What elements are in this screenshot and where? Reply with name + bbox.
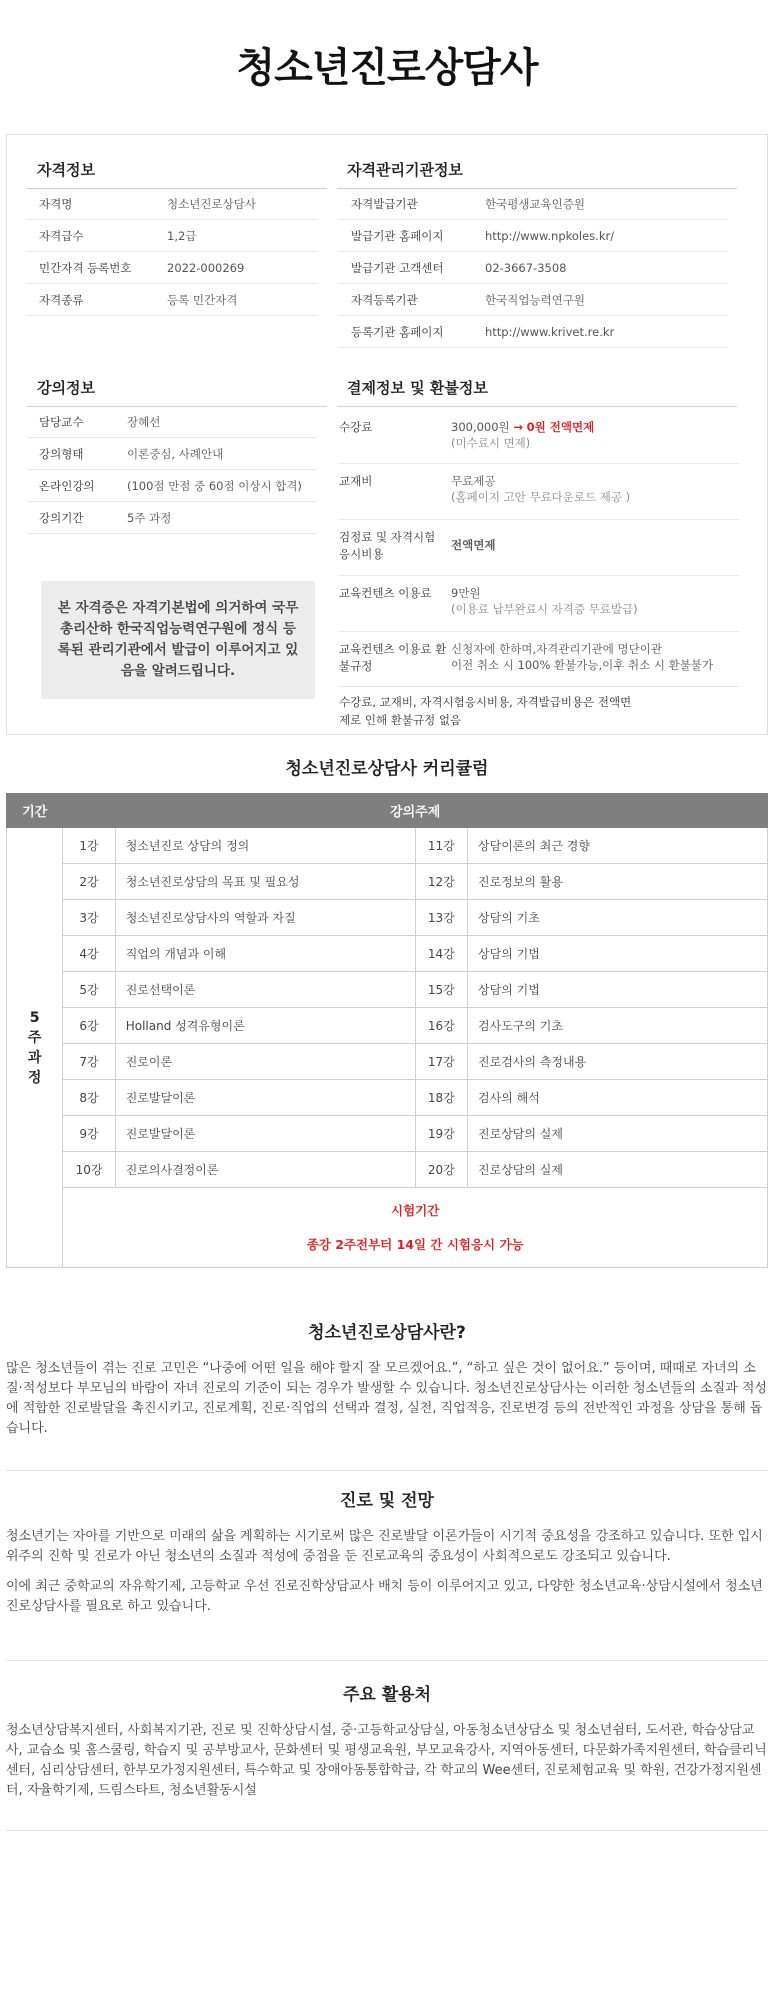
refund-line-1: 신청자에 한하며,자격관리기관에 명단이관 <box>451 642 662 656</box>
lecture-value: 5주 과정 <box>127 511 172 525</box>
agency-value: 02-3667-3508 <box>485 261 567 275</box>
lesson-topic: 상담의 기초 <box>468 900 768 936</box>
lesson-number: 16강 <box>415 1008 467 1044</box>
lecture-row <box>27 471 317 502</box>
lesson-number: 11강 <box>415 828 467 864</box>
period-label: 5주 과정 <box>27 1009 42 1086</box>
tuition-label: 수강료 <box>339 420 373 434</box>
lecture-value: 장혜선 <box>127 415 161 429</box>
section-divider <box>6 1470 768 1471</box>
header-topic: 강의주제 <box>63 794 768 828</box>
certificate-notice: 본 자격증은 자격기본법에 의거하여 국무총리산하 한국직업능력연구원에 정식 등록된 관리기관에서 발급이 이루어지고 있음을 알려드립니다. <box>41 581 315 699</box>
lesson-topic: 상담이론의 최근 경향 <box>468 828 768 864</box>
lesson-number: 14강 <box>415 936 467 972</box>
agency-key: 자격발급기관 <box>351 197 418 211</box>
lesson-topic: Holland 성격유형이론 <box>115 1008 415 1044</box>
agency-value: 한국직업능력연구원 <box>485 293 585 307</box>
lecture-title: 강의정보 <box>37 379 95 397</box>
lesson-topic: 상담의 기법 <box>468 972 768 1008</box>
lesson-number: 10강 <box>63 1152 115 1188</box>
lesson-number: 8강 <box>63 1080 115 1116</box>
material-sub: (홈페이지 고안 무료다운로드 제공 ) <box>451 490 631 504</box>
lecture-value: 이론중심, 사례안내 <box>127 447 224 461</box>
registry-homepage-link[interactable]: http://www.krivet.re.kr <box>485 325 615 339</box>
curriculum-title: 청소년진로상담사 커리큘럼 <box>285 759 489 779</box>
lesson-number: 3강 <box>63 900 115 936</box>
lesson-number: 15강 <box>415 972 467 1008</box>
lesson-number: 20강 <box>415 1152 467 1188</box>
header-period: 기간 <box>7 794 63 828</box>
lesson-topic: 진로상담의 실제 <box>468 1152 768 1188</box>
tuition-free: 0원 전액면제 <box>526 420 595 434</box>
outlook-body-2: 이에 최근 중학교의 자유학기제, 고등학교 우선 진로진학상담교사 배치 등이 이루어지고 있고, 다양한 청소년교육·상담시설에서 청소년진로상담사를 필요로 하고 있습니다. <box>6 1579 763 1614</box>
table-row <box>7 1008 768 1044</box>
refund-line-2: 이전 취소 시 100% 환불가능,이후 취소 시 환불불가 <box>451 658 714 672</box>
lesson-topic: 진로발달이론 <box>115 1080 415 1116</box>
exam-period-row <box>7 1188 768 1268</box>
agency-key: 발급기관 고객센터 <box>351 261 444 275</box>
lesson-number: 19강 <box>415 1116 467 1152</box>
agency-key: 발급기관 홈페이지 <box>351 229 444 243</box>
exam-fee-row <box>339 529 739 569</box>
agency-key: 자격등록기관 <box>351 293 418 307</box>
lesson-topic: 진로상담의 실제 <box>468 1116 768 1152</box>
qualification-key: 자격종류 <box>39 293 84 307</box>
agency-row <box>339 253 727 284</box>
payment-title: 결제정보 및 환불정보 <box>347 379 488 397</box>
lecture-row <box>27 439 317 470</box>
payment-row-divider <box>339 631 739 632</box>
agency-row <box>339 221 727 252</box>
lesson-topic: 검사의 해석 <box>468 1080 768 1116</box>
payment-row-divider <box>339 686 739 687</box>
lesson-topic: 진로정보의 활용 <box>468 864 768 900</box>
agency-row <box>339 285 727 316</box>
table-row <box>7 900 768 936</box>
about-body: 많은 청소년들이 겪는 진로 고민은 “나중에 어떤 일을 해야 할지 잘 모르겠어요.”, “하고 싶은 것이 없어요.” 등이며, 때때로 자녀의 소질·적성보다 부모님의 바람이 자녀 진로의 기준이 되는 경우가 발생할 수 있습니다. 청소년진로상담사는 이러한 청소년들의 소질과 적성에 적합한 진로발달을 촉진시키고, 진로계획, 진로·직업의 선택과 결정, 실천, 직업적응, 진로변경 등의 전반적인 과정을 상담을 통해 돕습니다. <box>6 1361 767 1436</box>
usage-title: 주요 활용처 <box>342 1685 432 1705</box>
qualification-row <box>27 189 317 220</box>
qualification-value: 청소년진로상담사 <box>167 197 256 211</box>
qualification-value: 1,2급 <box>167 229 197 243</box>
usage-section <box>6 1680 768 1811</box>
lecture-row <box>27 407 317 438</box>
lesson-number: 4강 <box>63 936 115 972</box>
refund-row <box>339 641 739 681</box>
payment-divider <box>337 406 737 407</box>
lesson-topic: 청소년진로 상담의 정의 <box>115 828 415 864</box>
lecture-key: 온라인강의 <box>39 479 95 493</box>
agency-homepage-link[interactable]: http://www.npkoles.kr/ <box>485 229 615 243</box>
qualification-title: 자격정보 <box>37 161 95 179</box>
qualification-row <box>27 253 317 284</box>
lecture-row <box>27 503 317 534</box>
lesson-number: 6강 <box>63 1008 115 1044</box>
content-fee-value <box>451 585 638 617</box>
payment-row-divider <box>339 575 739 576</box>
table-row <box>7 1152 768 1188</box>
refund-value <box>451 641 713 673</box>
curriculum-table <box>6 793 768 1268</box>
refund-footer: 수강료, 교재비, 자격시험응시비용, 자격발급비용은 전액면제로 인해 환불규정 없음 <box>339 695 632 727</box>
payment-row-divider <box>339 463 739 464</box>
tuition-arrow: → <box>513 420 523 434</box>
qualification-key: 자격급수 <box>39 229 84 243</box>
lesson-topic: 직업의 개념과 이해 <box>115 936 415 972</box>
lesson-topic: 진로발달이론 <box>115 1116 415 1152</box>
table-row <box>7 828 768 864</box>
content-fee-sub: (이용료 납부완료시 자격증 무료발급) <box>451 602 638 616</box>
exam-period-title: 시험기간 <box>391 1202 440 1218</box>
lesson-topic: 청소년진로상담사의 역할과 자질 <box>115 900 415 936</box>
lesson-number: 7강 <box>63 1044 115 1080</box>
exam-fee-label: 검정료 및 자격시험 응시비용 <box>339 530 436 561</box>
section-divider <box>6 1830 768 1831</box>
table-row <box>7 1044 768 1080</box>
content-fee-row <box>339 585 739 625</box>
agency-value: 한국평생교육인증원 <box>485 197 585 211</box>
table-row <box>7 972 768 1008</box>
tuition-value <box>451 419 594 451</box>
table-row <box>7 1080 768 1116</box>
lesson-topic: 진로검사의 측정내용 <box>468 1044 768 1080</box>
lecture-value: (100점 만점 중 60점 이상시 합격) <box>127 479 302 493</box>
lecture-key: 강의형태 <box>39 447 84 461</box>
material-row <box>339 473 739 513</box>
tuition-row <box>339 419 739 459</box>
table-row <box>7 936 768 972</box>
material-value <box>451 473 630 505</box>
outlook-section <box>6 1486 768 1627</box>
lesson-topic: 상담의 기법 <box>468 936 768 972</box>
table-row <box>7 1116 768 1152</box>
qualification-value: 2022-000269 <box>167 261 245 275</box>
lesson-number: 13강 <box>415 900 467 936</box>
lecture-key: 담당교수 <box>39 415 84 429</box>
lesson-topic: 진로선택이론 <box>115 972 415 1008</box>
section-divider <box>6 1660 768 1661</box>
agency-row <box>339 317 727 348</box>
lesson-topic: 청소년진로상담의 목표 및 필요성 <box>115 864 415 900</box>
agency-key: 등록기관 홈페이지 <box>351 325 444 339</box>
lesson-topic: 진로의사결정이론 <box>115 1152 415 1188</box>
material-free: 무료제공 <box>451 474 496 488</box>
exam-fee-value: 전액면제 <box>451 538 496 552</box>
lesson-number: 1강 <box>63 828 115 864</box>
about-section <box>6 1318 768 1449</box>
usage-body: 청소년상담복지센터, 사회복지기관, 진로 및 진학상담시설, 중·고등학교상담실, 아동청소년상담소 및 청소년쉼터, 도서관, 학습상담교사, 교습소 및 홈스쿨링, 학습지 및 공부방교사, 문화센터 및 평생교육원, 부모교육강사, 지역아동센터, 다문화가족지원센터, 학습클리닉센터, 심리상담센터, 한부모가정지원센터, 특수학교 및 장애아동통합학급, 각 학교의 Wee센터, 진로체험교육 및 학원, 건강가정지원센터, 자율학기제, 드림스타트, 청소년활동시설 <box>6 1723 767 1798</box>
agency-row <box>339 189 727 220</box>
qualification-key: 민간자격 등록번호 <box>39 261 132 275</box>
exam-period-cell <box>63 1188 768 1268</box>
lesson-number: 5강 <box>63 972 115 1008</box>
lesson-number: 17강 <box>415 1044 467 1080</box>
outlook-title: 진로 및 전망 <box>340 1491 434 1511</box>
lecture-key: 강의기간 <box>39 511 84 525</box>
content-fee-label: 교육컨텐츠 이용료 <box>339 586 432 600</box>
tuition-sub: (미수료시 면제) <box>451 436 531 450</box>
lesson-number: 9강 <box>63 1116 115 1152</box>
lesson-number: 2강 <box>63 864 115 900</box>
payment-row-divider <box>339 519 739 520</box>
qualification-row <box>27 285 317 316</box>
refund-label: 교육컨텐츠 이용료 환불규정 <box>339 642 447 673</box>
table-row <box>7 864 768 900</box>
lesson-topic: 검사도구의 기초 <box>468 1008 768 1044</box>
about-title: 청소년진로상담사란? <box>308 1323 466 1343</box>
qualification-value: 등록 민간자격 <box>167 293 238 307</box>
qualification-row <box>27 221 317 252</box>
tuition-price: 300,000원 <box>451 420 510 434</box>
content-fee-price: 9만원 <box>451 586 481 600</box>
period-cell <box>7 828 63 1268</box>
info-box <box>6 134 768 735</box>
outlook-body-1: 청소년기는 자아를 기반으로 미래의 삶을 계획하는 시기로써 많은 진로발달 이론가들이 시기적 중요성을 강조하고 있습니다. 또한 입시위주의 진학 및 진로가 아닌 청소년의 소질과 적성에 중점을 둔 진로교육의 중요성이 사회적으로도 강조되고 있습니다. <box>6 1529 763 1564</box>
page-title: 청소년진로상담사 <box>236 45 538 91</box>
lesson-topic: 진로이론 <box>115 1044 415 1080</box>
material-label: 교재비 <box>339 474 373 488</box>
exam-period-desc: 종강 2주전부터 14일 간 시험응시 가능 <box>306 1236 524 1252</box>
lesson-number: 18강 <box>415 1080 467 1116</box>
agency-title: 자격관리기관정보 <box>347 161 463 179</box>
curriculum-header-row <box>7 794 768 828</box>
qualification-key: 자격명 <box>39 197 73 211</box>
lesson-number: 12강 <box>415 864 467 900</box>
